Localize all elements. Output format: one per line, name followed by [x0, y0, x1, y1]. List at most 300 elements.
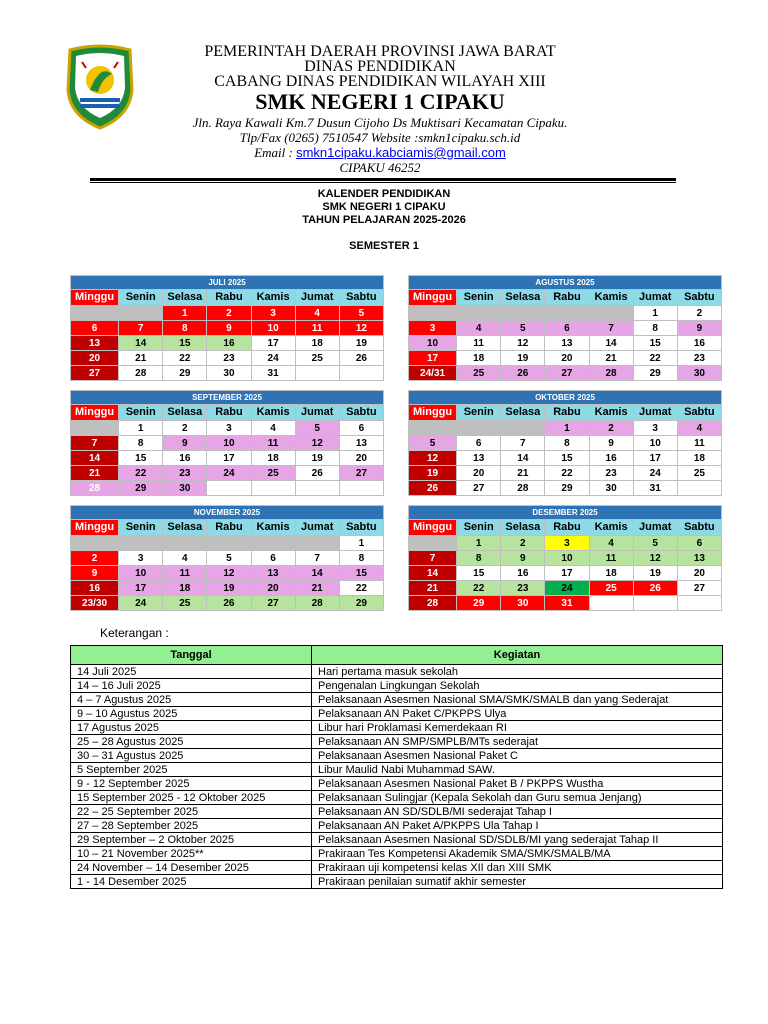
- day-cell: 28: [295, 596, 339, 611]
- day-cell: 10: [207, 436, 251, 451]
- legend-row: [71, 819, 723, 833]
- legend-date: 30 – 31 Agustus 2025: [71, 749, 312, 763]
- day-cell: 24: [207, 466, 251, 481]
- day-cell: 28: [589, 366, 633, 381]
- day-header: Selasa: [501, 405, 545, 421]
- day-cell: 10: [119, 566, 163, 581]
- day-cell: 11: [295, 321, 339, 336]
- day-cell: 9: [207, 321, 251, 336]
- day-cell: 14: [71, 451, 119, 466]
- day-cell: 18: [677, 451, 721, 466]
- legend-activity: Pelaksanaan Sulingjar (Kepala Sekolah dan Guru semua Jenjang): [312, 791, 723, 805]
- branch-name: CABANG DINAS PENDIDIKAN WILAYAH XIII: [214, 73, 546, 90]
- day-header: Jumat: [633, 520, 677, 536]
- day-header: Minggu: [71, 405, 119, 421]
- day-cell: 27: [545, 366, 589, 381]
- week-row: [409, 321, 722, 336]
- day-cell: 1: [119, 421, 163, 436]
- day-cell: 2: [589, 421, 633, 436]
- day-cell: 10: [409, 336, 457, 351]
- week-row: [71, 551, 384, 566]
- day-cell: [677, 481, 721, 496]
- week-row: [71, 536, 384, 551]
- day-cell: 22: [163, 351, 207, 366]
- legend-activity: Pelaksanaan AN SD/SDLB/MI sederajat Tahap I: [312, 805, 723, 819]
- day-header: Jumat: [295, 520, 339, 536]
- day-cell: 19: [633, 566, 677, 581]
- day-cell: 21: [501, 466, 545, 481]
- school-name: SMK NEGERI 1 CIPAKU: [255, 89, 505, 114]
- day-cell: 15: [633, 336, 677, 351]
- day-cell: 26: [501, 366, 545, 381]
- day-cell: 7: [119, 321, 163, 336]
- day-cell: 29: [633, 366, 677, 381]
- day-cell: 17: [409, 351, 457, 366]
- day-cell: 13: [339, 436, 383, 451]
- day-cell: 18: [589, 566, 633, 581]
- day-cell: 4: [677, 421, 721, 436]
- legend-col-date: Tanggal: [71, 646, 312, 665]
- day-cell: 17: [251, 336, 295, 351]
- day-cell: 9: [163, 436, 207, 451]
- day-cell: [207, 481, 251, 496]
- day-header: Minggu: [409, 290, 457, 306]
- day-cell: 19: [339, 336, 383, 351]
- week-row: [409, 351, 722, 366]
- day-cell: 28: [119, 366, 163, 381]
- day-cell: 17: [119, 581, 163, 596]
- legend-table: [70, 645, 723, 889]
- day-cell: 21: [295, 581, 339, 596]
- day-cell: [589, 596, 633, 611]
- day-cell: 10: [545, 551, 589, 566]
- month-header: DESEMBER 2025: [409, 506, 722, 520]
- legend-col-activity: Kegiatan: [312, 646, 723, 665]
- week-row: [409, 421, 722, 436]
- day-header: Rabu: [545, 520, 589, 536]
- week-row: [71, 421, 384, 436]
- day-cell: 12: [501, 336, 545, 351]
- legend-date: 1 - 14 Desember 2025: [71, 875, 312, 889]
- day-cell: 31: [633, 481, 677, 496]
- day-cell: 5: [339, 306, 383, 321]
- week-row: [71, 566, 384, 581]
- day-cell: 29: [339, 596, 383, 611]
- week-row: [409, 451, 722, 466]
- week-row: [409, 596, 722, 611]
- day-cell: 6: [71, 321, 119, 336]
- day-cell: 18: [251, 451, 295, 466]
- day-cell: 6: [339, 421, 383, 436]
- day-cell: 22: [633, 351, 677, 366]
- day-cell: 13: [71, 336, 119, 351]
- day-cell: [409, 421, 457, 436]
- legend-date: 22 – 25 September 2025: [71, 805, 312, 819]
- legend-date: 5 September 2025: [71, 763, 312, 777]
- day-cell: 19: [207, 581, 251, 596]
- month-calendar-agustus: [408, 275, 722, 381]
- day-cell: 16: [501, 566, 545, 581]
- week-row: [71, 336, 384, 351]
- day-cell: [589, 306, 633, 321]
- day-header: Selasa: [163, 290, 207, 306]
- legend-activity: Pelaksanaan Asesmen Nasional Paket B / PKPPS Wustha: [312, 777, 723, 791]
- day-cell: [207, 536, 251, 551]
- day-cell: 16: [71, 581, 119, 596]
- day-cell: 24: [251, 351, 295, 366]
- day-cell: 24/31: [409, 366, 457, 381]
- day-cell: [251, 481, 295, 496]
- day-cell: [339, 366, 383, 381]
- day-cell: 29: [545, 481, 589, 496]
- week-row: [409, 306, 722, 321]
- day-cell: 9: [71, 566, 119, 581]
- day-cell: 29: [119, 481, 163, 496]
- legend-activity: Pengenalan Lingkungan Sekolah: [312, 679, 723, 693]
- day-cell: 2: [677, 306, 721, 321]
- day-cell: 5: [501, 321, 545, 336]
- header-divider-thin: [90, 182, 676, 183]
- day-cell: [339, 481, 383, 496]
- day-cell: 23: [163, 466, 207, 481]
- week-row: [71, 436, 384, 451]
- day-header: Kamis: [589, 405, 633, 421]
- day-cell: 15: [163, 336, 207, 351]
- month-calendar-november: [70, 505, 384, 611]
- legend-row: [71, 665, 723, 679]
- day-cell: 20: [71, 351, 119, 366]
- semester-title: SEMESTER 1: [349, 240, 419, 252]
- legend-row: [71, 707, 723, 721]
- legend-activity: Hari pertama masuk sekolah: [312, 665, 723, 679]
- school-address: Jln. Raya Kawali Km.7 Dusun Cijoho Ds Muktisari Kecamatan Cipaku.: [192, 115, 568, 130]
- day-cell: 20: [677, 566, 721, 581]
- school-phone: Tlp/Fax (0265) 7510547 Website :smkn1cipaku.sch.id: [239, 130, 521, 145]
- day-cell: 5: [409, 436, 457, 451]
- day-cell: 4: [163, 551, 207, 566]
- legend-activity: Pelaksanaan Asesmen Nasional Paket C: [312, 749, 723, 763]
- week-row: [409, 536, 722, 551]
- day-cell: 8: [163, 321, 207, 336]
- day-cell: 30: [207, 366, 251, 381]
- week-row: [71, 306, 384, 321]
- day-cell: 6: [251, 551, 295, 566]
- day-cell: 24: [545, 581, 589, 596]
- day-cell: 21: [589, 351, 633, 366]
- day-cell: 5: [633, 536, 677, 551]
- legend-activity: Pelaksanaan Asesmen Nasional SD/SDLB/MI yang sederajat Tahap II: [312, 833, 723, 847]
- day-cell: 25: [163, 596, 207, 611]
- week-row: [409, 436, 722, 451]
- day-header: Sabtu: [677, 290, 721, 306]
- day-cell: 1: [457, 536, 501, 551]
- day-cell: 19: [501, 351, 545, 366]
- week-row: [409, 466, 722, 481]
- legend-header-row: [71, 646, 723, 665]
- legend-date: 10 – 21 November 2025**: [71, 847, 312, 861]
- day-cell: [295, 536, 339, 551]
- day-cell: 11: [251, 436, 295, 451]
- legend-row: [71, 805, 723, 819]
- day-cell: 27: [339, 466, 383, 481]
- day-cell: 22: [457, 581, 501, 596]
- legend-date: 9 - 12 September 2025: [71, 777, 312, 791]
- day-cell: 15: [457, 566, 501, 581]
- week-row: [71, 366, 384, 381]
- week-row: [409, 336, 722, 351]
- day-cell: 22: [339, 581, 383, 596]
- month-header: SEPTEMBER 2025: [71, 391, 384, 405]
- legend-row: [71, 833, 723, 847]
- day-cell: 3: [545, 536, 589, 551]
- day-cell: 20: [251, 581, 295, 596]
- day-cell: [409, 536, 457, 551]
- day-cell: 12: [207, 566, 251, 581]
- day-cell: 14: [119, 336, 163, 351]
- day-cell: 8: [545, 436, 589, 451]
- day-cell: [251, 536, 295, 551]
- department-name: DINAS PENDIDIKAN: [304, 58, 456, 75]
- day-cell: 13: [677, 551, 721, 566]
- legend-row: [71, 735, 723, 749]
- day-header: Selasa: [163, 405, 207, 421]
- day-cell: 18: [295, 336, 339, 351]
- day-cell: 8: [339, 551, 383, 566]
- day-cell: 27: [71, 366, 119, 381]
- legend-date: 4 – 7 Agustus 2025: [71, 693, 312, 707]
- day-header: Sabtu: [339, 405, 383, 421]
- day-cell: 23: [207, 351, 251, 366]
- legend-row: [71, 875, 723, 889]
- day-cell: 9: [677, 321, 721, 336]
- day-cell: 7: [589, 321, 633, 336]
- day-cell: 16: [163, 451, 207, 466]
- day-cell: 9: [501, 551, 545, 566]
- day-cell: 30: [677, 366, 721, 381]
- day-cell: [295, 366, 339, 381]
- day-cell: 4: [457, 321, 501, 336]
- month-header: OKTOBER 2025: [409, 391, 722, 405]
- month-header: NOVEMBER 2025: [71, 506, 384, 520]
- letterhead-text: [150, 44, 610, 175]
- day-cell: 7: [71, 436, 119, 451]
- month-calendar-juli: [70, 275, 384, 381]
- day-cell: 2: [163, 421, 207, 436]
- day-cell: 2: [71, 551, 119, 566]
- legend-activity: Pelaksanaan Asesmen Nasional SMA/SMK/SMALB dan yang Sederajat: [312, 693, 723, 707]
- day-cell: 25: [295, 351, 339, 366]
- day-cell: 25: [457, 366, 501, 381]
- day-cell: 6: [545, 321, 589, 336]
- legend-activity: Prakiraan penilaian sumatif akhir semester: [312, 875, 723, 889]
- day-header: Minggu: [409, 520, 457, 536]
- day-cell: 31: [251, 366, 295, 381]
- day-cell: 16: [589, 451, 633, 466]
- legend-activity: Pelaksanaan AN Paket C/PKPPS Ulya: [312, 707, 723, 721]
- day-header: Minggu: [409, 405, 457, 421]
- legend-label: Keterangan :: [100, 626, 169, 640]
- day-header: Selasa: [163, 520, 207, 536]
- week-row: [409, 551, 722, 566]
- day-cell: 13: [457, 451, 501, 466]
- government-name: PEMERINTAH DAERAH PROVINSI JAWA BARAT: [204, 43, 556, 60]
- day-cell: 5: [295, 421, 339, 436]
- day-cell: 26: [295, 466, 339, 481]
- week-row: [409, 366, 722, 381]
- day-cell: 28: [501, 481, 545, 496]
- day-header: Kamis: [251, 290, 295, 306]
- day-cell: [457, 421, 501, 436]
- legend-date: 17 Agustus 2025: [71, 721, 312, 735]
- day-cell: 17: [545, 566, 589, 581]
- email-label: Email :: [254, 145, 297, 160]
- day-cell: 3: [207, 421, 251, 436]
- email-link[interactable]: smkn1cipaku.kabciamis@gmail.com: [296, 145, 506, 160]
- day-cell: 29: [163, 366, 207, 381]
- legend-activity: Prakiraan uji kompetensi kelas XII dan XIII SMK: [312, 861, 723, 875]
- day-cell: 1: [163, 306, 207, 321]
- legend-row: [71, 847, 723, 861]
- day-cell: 22: [545, 466, 589, 481]
- day-cell: 14: [589, 336, 633, 351]
- day-cell: 21: [119, 351, 163, 366]
- day-cell: 14: [409, 566, 457, 581]
- day-cell: [119, 306, 163, 321]
- day-header: Senin: [119, 290, 163, 306]
- month-header: AGUSTUS 2025: [409, 276, 722, 290]
- day-cell: [163, 536, 207, 551]
- day-cell: [677, 596, 721, 611]
- day-cell: 19: [409, 466, 457, 481]
- day-header: Kamis: [589, 520, 633, 536]
- day-cell: 15: [339, 566, 383, 581]
- day-header: Sabtu: [339, 520, 383, 536]
- day-cell: 30: [163, 481, 207, 496]
- day-header: Jumat: [295, 405, 339, 421]
- legend-activity: Prakiraan Tes Kompetensi Akademik SMA/SMK/SMALB/MA: [312, 847, 723, 861]
- day-header: Senin: [457, 405, 501, 421]
- day-cell: 3: [119, 551, 163, 566]
- day-cell: 28: [71, 481, 119, 496]
- day-cell: 26: [409, 481, 457, 496]
- day-cell: 23: [677, 351, 721, 366]
- day-cell: 8: [633, 321, 677, 336]
- day-cell: 23: [501, 581, 545, 596]
- calendar-school: SMK NEGERI 1 CIPAKU: [322, 201, 446, 213]
- calendar-year: TAHUN PELAJARAN 2025-2026: [302, 214, 466, 226]
- day-cell: [119, 536, 163, 551]
- day-cell: 19: [295, 451, 339, 466]
- week-row: [71, 451, 384, 466]
- day-cell: [71, 421, 119, 436]
- week-row: [71, 596, 384, 611]
- day-header: Minggu: [71, 520, 119, 536]
- day-cell: 2: [207, 306, 251, 321]
- day-header: Kamis: [251, 405, 295, 421]
- day-header: Rabu: [545, 290, 589, 306]
- day-cell: 24: [633, 466, 677, 481]
- day-cell: 25: [677, 466, 721, 481]
- day-cell: 14: [501, 451, 545, 466]
- day-cell: [295, 481, 339, 496]
- legend-date: 24 November – 14 Desember 2025: [71, 861, 312, 875]
- day-cell: 25: [589, 581, 633, 596]
- month-calendar-oktober: [408, 390, 722, 496]
- province-emblem-icon: [62, 44, 138, 130]
- day-header: Senin: [457, 290, 501, 306]
- legend-activity: Libur Maulid Nabi Muhammad SAW.: [312, 763, 723, 777]
- day-cell: 14: [295, 566, 339, 581]
- day-header: Minggu: [71, 290, 119, 306]
- day-cell: 27: [251, 596, 295, 611]
- day-cell: 26: [633, 581, 677, 596]
- legend-activity: Libur hari Proklamasi Kemerdekaan RI: [312, 721, 723, 735]
- day-cell: [409, 306, 457, 321]
- day-cell: 31: [545, 596, 589, 611]
- legend-date: 25 – 28 Agustus 2025: [71, 735, 312, 749]
- legend-row: [71, 693, 723, 707]
- week-row: [71, 466, 384, 481]
- day-cell: [501, 421, 545, 436]
- day-header: Jumat: [295, 290, 339, 306]
- day-cell: [633, 596, 677, 611]
- week-row: [71, 481, 384, 496]
- day-cell: 30: [501, 596, 545, 611]
- day-header: Rabu: [207, 290, 251, 306]
- legend-date: 15 September 2025 - 12 Oktober 2025: [71, 791, 312, 805]
- day-header: Senin: [457, 520, 501, 536]
- day-cell: 15: [545, 451, 589, 466]
- day-cell: 23: [589, 466, 633, 481]
- day-cell: 30: [589, 481, 633, 496]
- day-cell: 18: [163, 581, 207, 596]
- day-cell: 12: [339, 321, 383, 336]
- legend-row: [71, 777, 723, 791]
- day-cell: 3: [409, 321, 457, 336]
- day-header: Sabtu: [677, 520, 721, 536]
- legend-activity: Pelaksanaan AN Paket A/PKPPS Ula Tahap I: [312, 819, 723, 833]
- day-cell: 27: [457, 481, 501, 496]
- day-header: Sabtu: [677, 405, 721, 421]
- day-header: Senin: [119, 520, 163, 536]
- postal-code: CIPAKU 46252: [339, 160, 421, 175]
- legend-date: 14 Juli 2025: [71, 665, 312, 679]
- month-calendar-desember: [408, 505, 722, 611]
- header-divider-thick: [90, 178, 676, 181]
- week-row: [409, 566, 722, 581]
- legend-row: [71, 763, 723, 777]
- day-cell: 28: [409, 596, 457, 611]
- day-cell: 8: [457, 551, 501, 566]
- day-header: Jumat: [633, 290, 677, 306]
- day-cell: 6: [457, 436, 501, 451]
- day-header: Senin: [119, 405, 163, 421]
- day-cell: 11: [163, 566, 207, 581]
- legend-date: 29 September – 2 Oktober 2025: [71, 833, 312, 847]
- day-cell: 27: [677, 581, 721, 596]
- day-cell: 2: [501, 536, 545, 551]
- legend-date: 27 – 28 September 2025: [71, 819, 312, 833]
- day-cell: 6: [677, 536, 721, 551]
- day-cell: 26: [339, 351, 383, 366]
- day-cell: 24: [119, 596, 163, 611]
- legend-row: [71, 749, 723, 763]
- legend-row: [71, 721, 723, 735]
- day-cell: 18: [457, 351, 501, 366]
- day-cell: 4: [295, 306, 339, 321]
- day-cell: 13: [251, 566, 295, 581]
- day-header: Kamis: [251, 520, 295, 536]
